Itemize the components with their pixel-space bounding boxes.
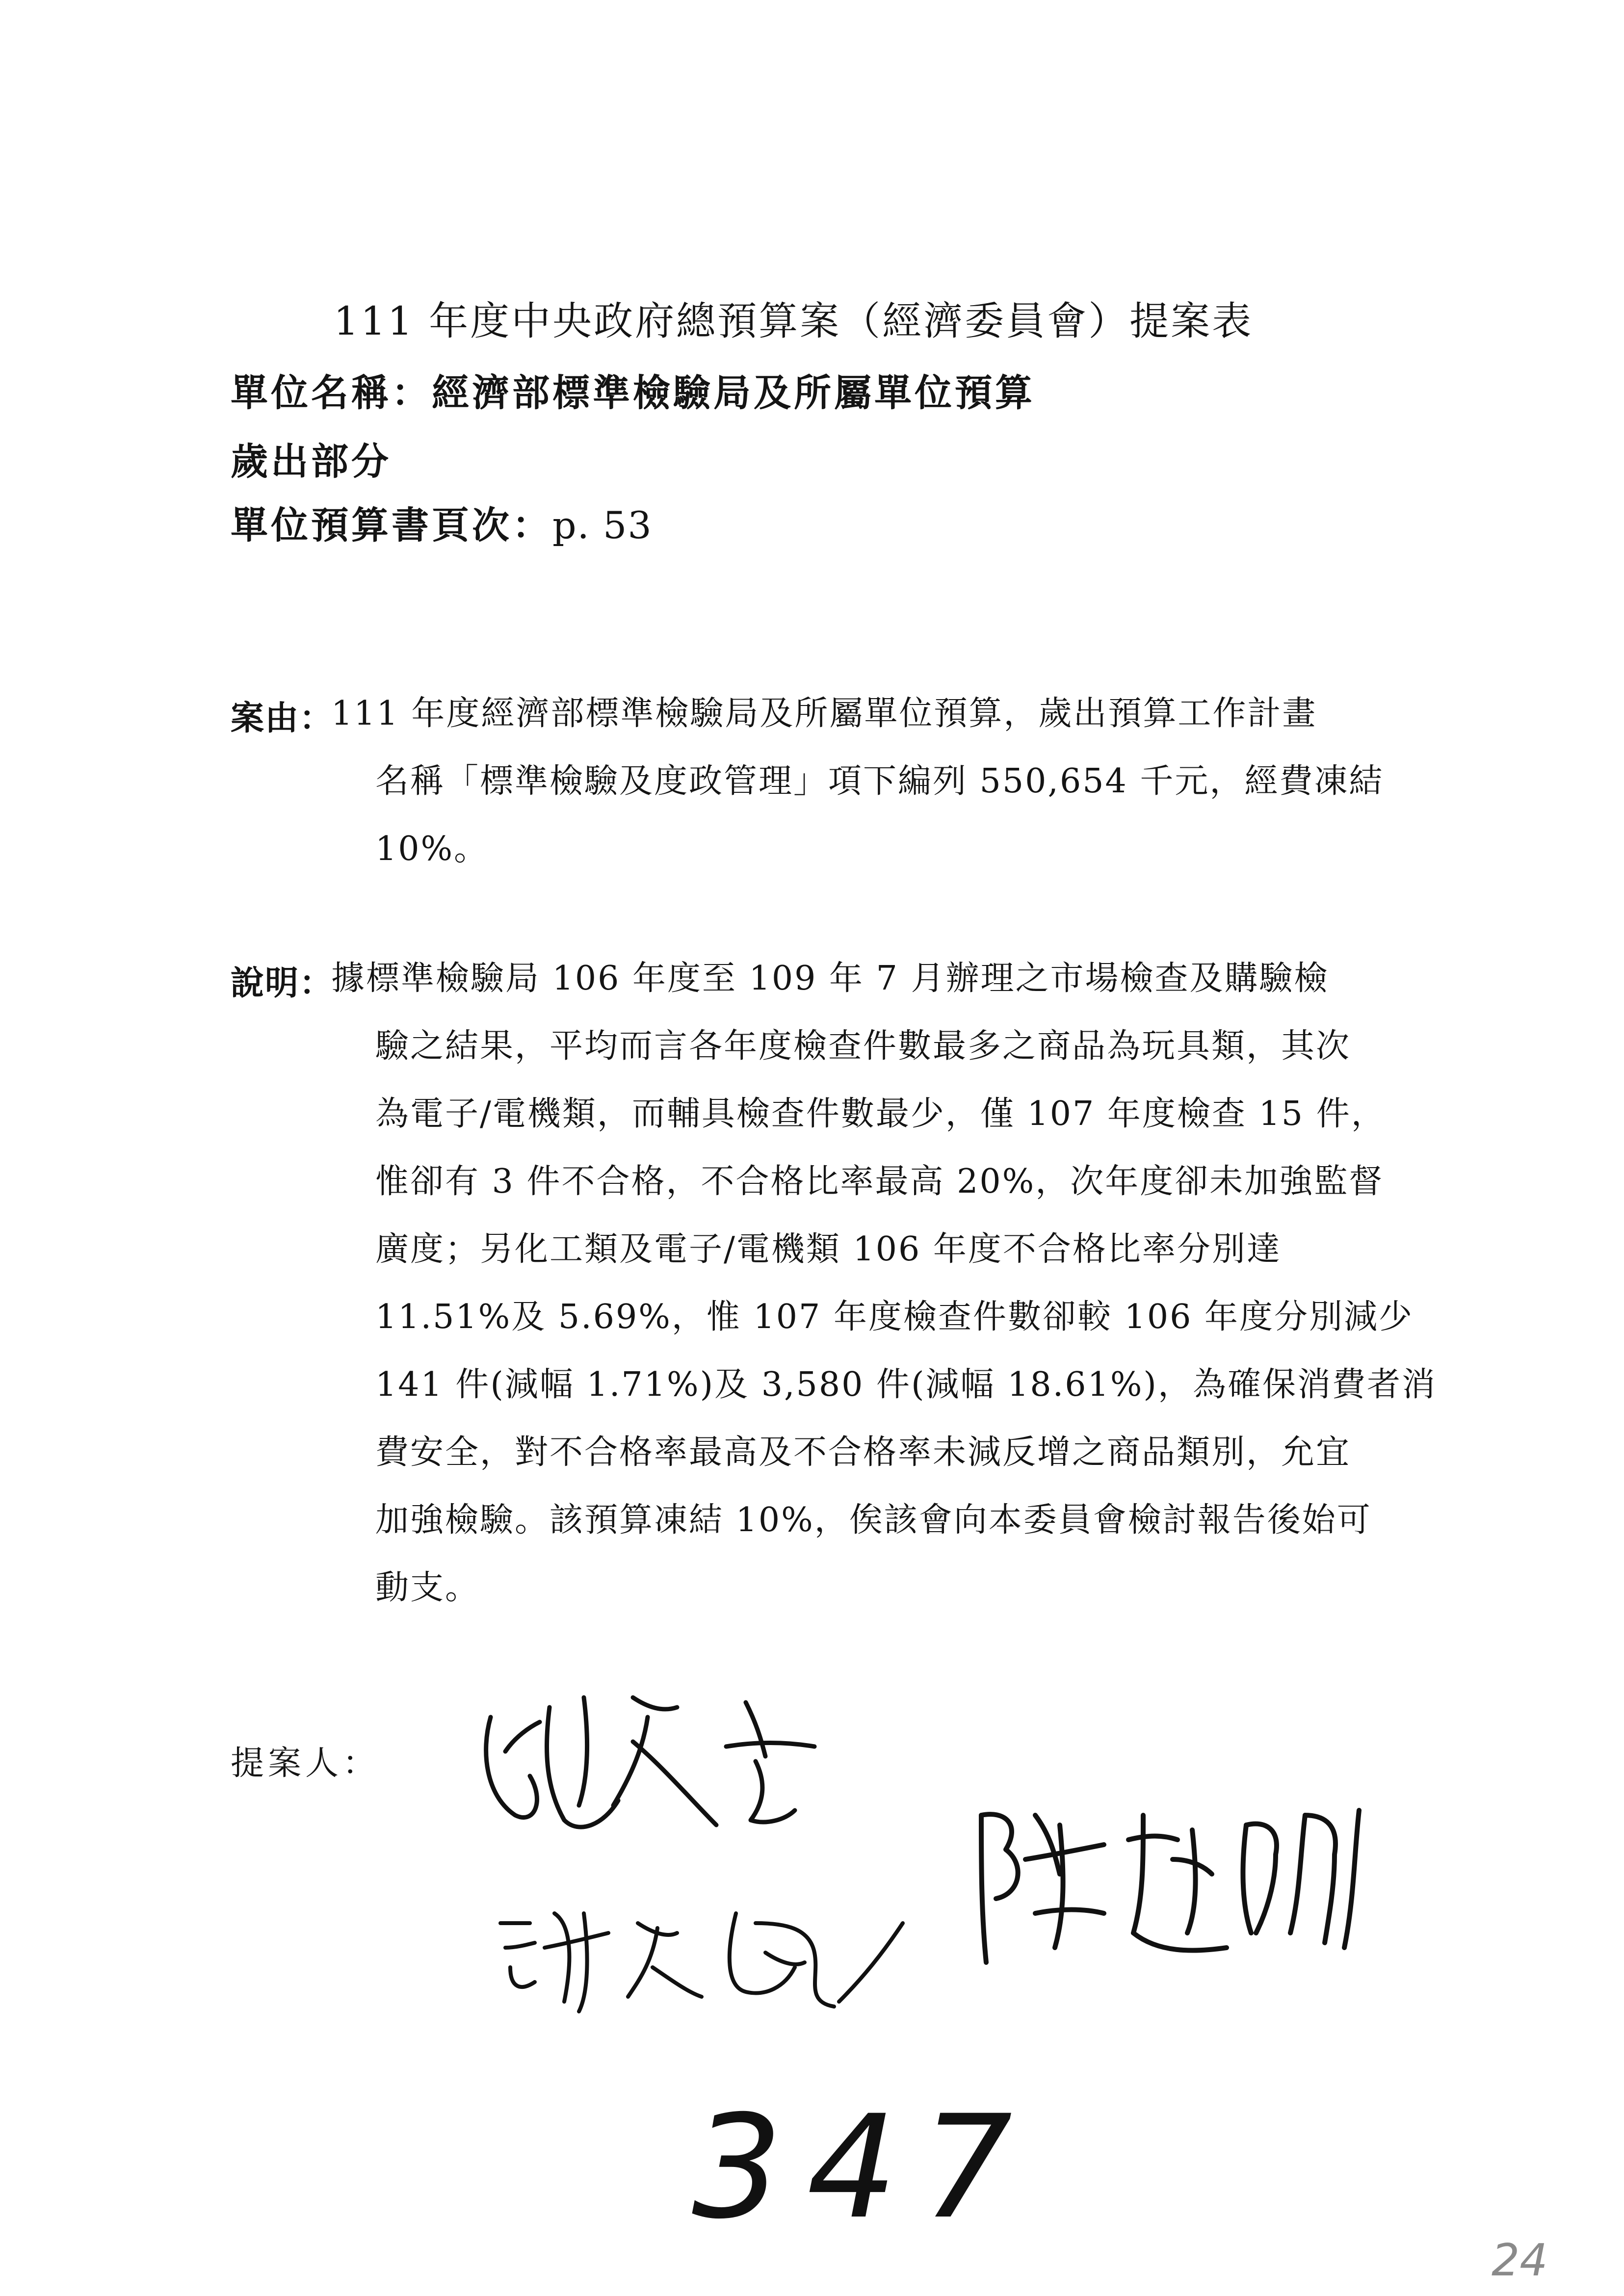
description-line: 廣度；另化工類及電子/電機類 106 年度不合格比率分別達 [375, 1230, 1282, 1269]
handwritten-page-number: 347 [692, 2085, 1037, 2250]
description-line: 動支。 [375, 1568, 480, 1607]
section-name: 歲出部分 [231, 440, 392, 483]
description-line: 據標準檢驗局 106 年度至 109 年 7 月辦理之市場檢查及購驗檢 [331, 959, 1329, 998]
page-reference-label: 單位預算書頁次： [231, 503, 552, 547]
page-reference [231, 496, 653, 549]
description-line: 11.51%及 5.69%，惟 107 年度檢查件數卻較 106 年度分別減少 [375, 1298, 1414, 1336]
case-line: 名稱「標準檢驗及度政管理」項下編列 550,654 千元，經費凍結 [375, 762, 1384, 801]
description-line: 費安全，對不合格率最高及不合格率未減反增之商品類別，允宜 [375, 1433, 1351, 1472]
page-reference-value: p. 53 [552, 503, 653, 547]
description-label: 說明： [231, 964, 334, 1003]
signature-2 [491, 1894, 932, 2021]
corner-page-number: 24 [1492, 2235, 1548, 2286]
description-line: 驗之結果，平均而言各年度檢查件數最多之商品為玩具類，其次 [375, 1027, 1351, 1066]
case-label: 案由： [231, 699, 334, 738]
case-text [331, 692, 1411, 895]
signature-1 [471, 1678, 854, 1845]
document-title: 111 年度中央政府總預算案（經濟委員會）提案表 [334, 298, 1254, 344]
case-line: 10%。 [375, 830, 489, 868]
unit-name: 單位名稱：經濟部標準檢驗局及所屬單位預算 [231, 371, 1035, 415]
proposer-label: 提案人： [231, 1744, 380, 1783]
description-line: 141 件(減幅 1.71%)及 3,580 件(減幅 18.61%)，為確保消費者消 [375, 1365, 1437, 1404]
description-line: 惟卻有 3 件不合格，不合格比率最高 20%，次年度卻未加強監督 [375, 1162, 1384, 1201]
description-text [331, 957, 1437, 1634]
description-line: 加強檢驗。該預算凍結 10%，俟該會向本委員會檢討報告後始可 [375, 1501, 1372, 1539]
description-line: 為電子/電機類，而輔具檢查件數最少，僅 107 年度檢查 15 件， [375, 1095, 1386, 1133]
case-line: 111 年度經濟部標準檢驗局及所屬單位預算，歲出預算工作計畫 [331, 694, 1317, 733]
signature-3 [962, 1786, 1403, 1982]
